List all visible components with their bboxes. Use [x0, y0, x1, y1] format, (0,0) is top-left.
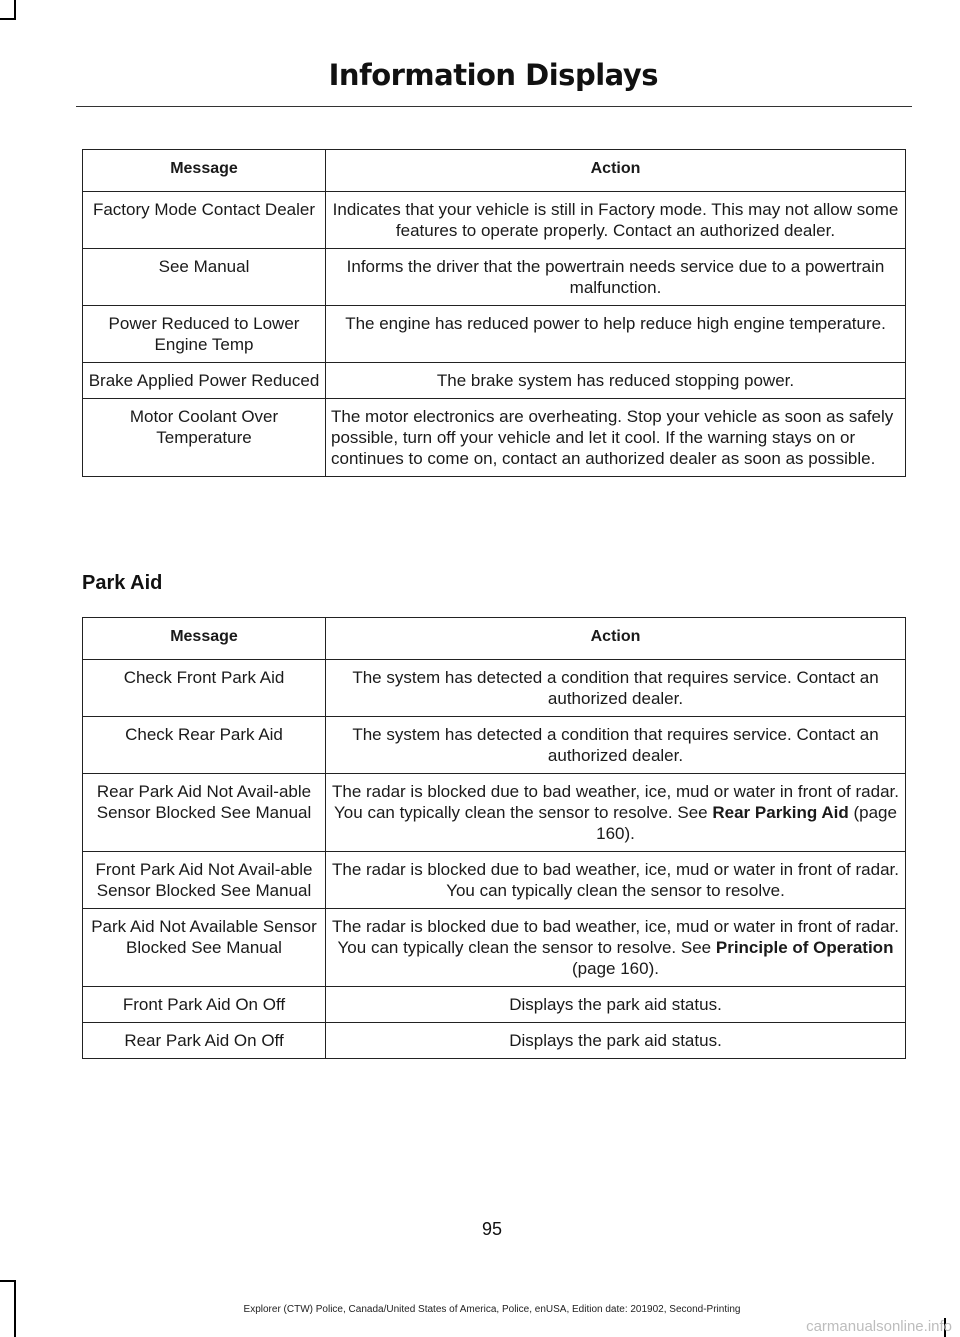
message-cell: Front Park Aid On Off [83, 987, 326, 1023]
page-number: 95 [481, 1219, 503, 1239]
table-row [83, 774, 906, 852]
table-header-row [83, 618, 906, 660]
action-cell: Indicates that your vehicle is still in Factory mode. This may not allow some features to operate properly. Contact an authorized dealer. [326, 192, 906, 249]
action-text: The radar is blocked due to bad weather, ice, mud or water in front of radar. You can typically clean the sensor to resolve. [332, 782, 899, 822]
table-row [83, 306, 906, 363]
page-title: Information Displays [328, 58, 658, 92]
action-cell: Displays the park aid status. [326, 1023, 906, 1059]
action-cell: Informs the driver that the powertrain needs service due to a powertrain malfunction. [326, 249, 906, 306]
table-row [83, 399, 906, 477]
reference-prefix: See [680, 938, 712, 957]
table-row [83, 909, 906, 987]
column-header-action: Action [326, 618, 906, 660]
reference-link-rear-parking-aid[interactable]: Rear Parking Aid [712, 803, 849, 822]
action-cell [326, 774, 906, 852]
table-row [83, 660, 906, 717]
reference-page: (page 160). [596, 803, 897, 843]
table-row [83, 852, 906, 909]
message-cell: Check Rear Park Aid [83, 717, 326, 774]
action-text: The radar is blocked due to bad weather, ice, mud or water in front of radar. You can typically clean the sensor to resolve. [332, 917, 899, 957]
action-cell: The brake system has reduced stopping power. [326, 363, 906, 399]
column-header-message: Message [83, 618, 326, 660]
column-header-action: Action [326, 150, 906, 192]
action-cell: The radar is blocked due to bad weather, ice, mud or water in front of radar. You can typically clean the sensor to resolve. [326, 852, 906, 909]
message-cell: Rear Park Aid On Off [83, 1023, 326, 1059]
reference-prefix: See [677, 803, 708, 822]
message-cell: See Manual [83, 249, 326, 306]
table-header-row [83, 150, 906, 192]
action-cell [326, 909, 906, 987]
table-row [83, 717, 906, 774]
action-cell: Displays the park aid status. [326, 987, 906, 1023]
table-row [83, 363, 906, 399]
messages-table [82, 149, 906, 477]
crop-mark [14, 0, 16, 18]
table-row [83, 987, 906, 1023]
message-cell: Motor Coolant Over Temperature [83, 399, 326, 477]
column-header-message: Message [83, 150, 326, 192]
action-cell: The system has detected a condition that requires service. Contact an authorized dealer. [326, 717, 906, 774]
reference-link-principle-of-operation[interactable]: Principle of Operation [715, 938, 894, 957]
message-cell: Park Aid Not Available Sensor Blocked See Manual [83, 909, 326, 987]
message-cell: Factory Mode Contact Dealer [83, 192, 326, 249]
table-row [83, 192, 906, 249]
watermark: carmanualsonline.info [806, 1318, 952, 1335]
message-cell: Rear Park Aid Not Avail-able Sensor Blocked See Manual [83, 774, 326, 852]
message-cell: Check Front Park Aid [83, 660, 326, 717]
action-cell: The motor electronics are overheating. Stop your vehicle as soon as safely possible, turn off your vehicle and let it cool. If the warning stays on or continues to come on, contact an authorized dealer as soon as possible. [326, 399, 906, 477]
message-cell: Power Reduced to Lower Engine Temp [83, 306, 326, 363]
crop-mark [0, 1280, 16, 1282]
table-row [83, 1023, 906, 1059]
section-heading-park-aid: Park Aid [82, 572, 163, 594]
action-cell: The system has detected a condition that requires service. Contact an authorized dealer. [326, 660, 906, 717]
table-row [83, 249, 906, 306]
message-cell: Brake Applied Power Reduced [83, 363, 326, 399]
reference-page: (page 160). [572, 959, 659, 978]
message-cell: Front Park Aid Not Avail-able Sensor Blocked See Manual [83, 852, 326, 909]
header-divider [76, 106, 912, 107]
park-aid-table [82, 617, 906, 1059]
crop-mark [0, 18, 16, 20]
action-cell: The engine has reduced power to help reduce high engine temperature. [326, 306, 906, 363]
footer-edition-info: Explorer (CTW) Police, Canada/United States of America, Police, enUSA, Edition date: 201902, Second-Printing [243, 1304, 741, 1315]
